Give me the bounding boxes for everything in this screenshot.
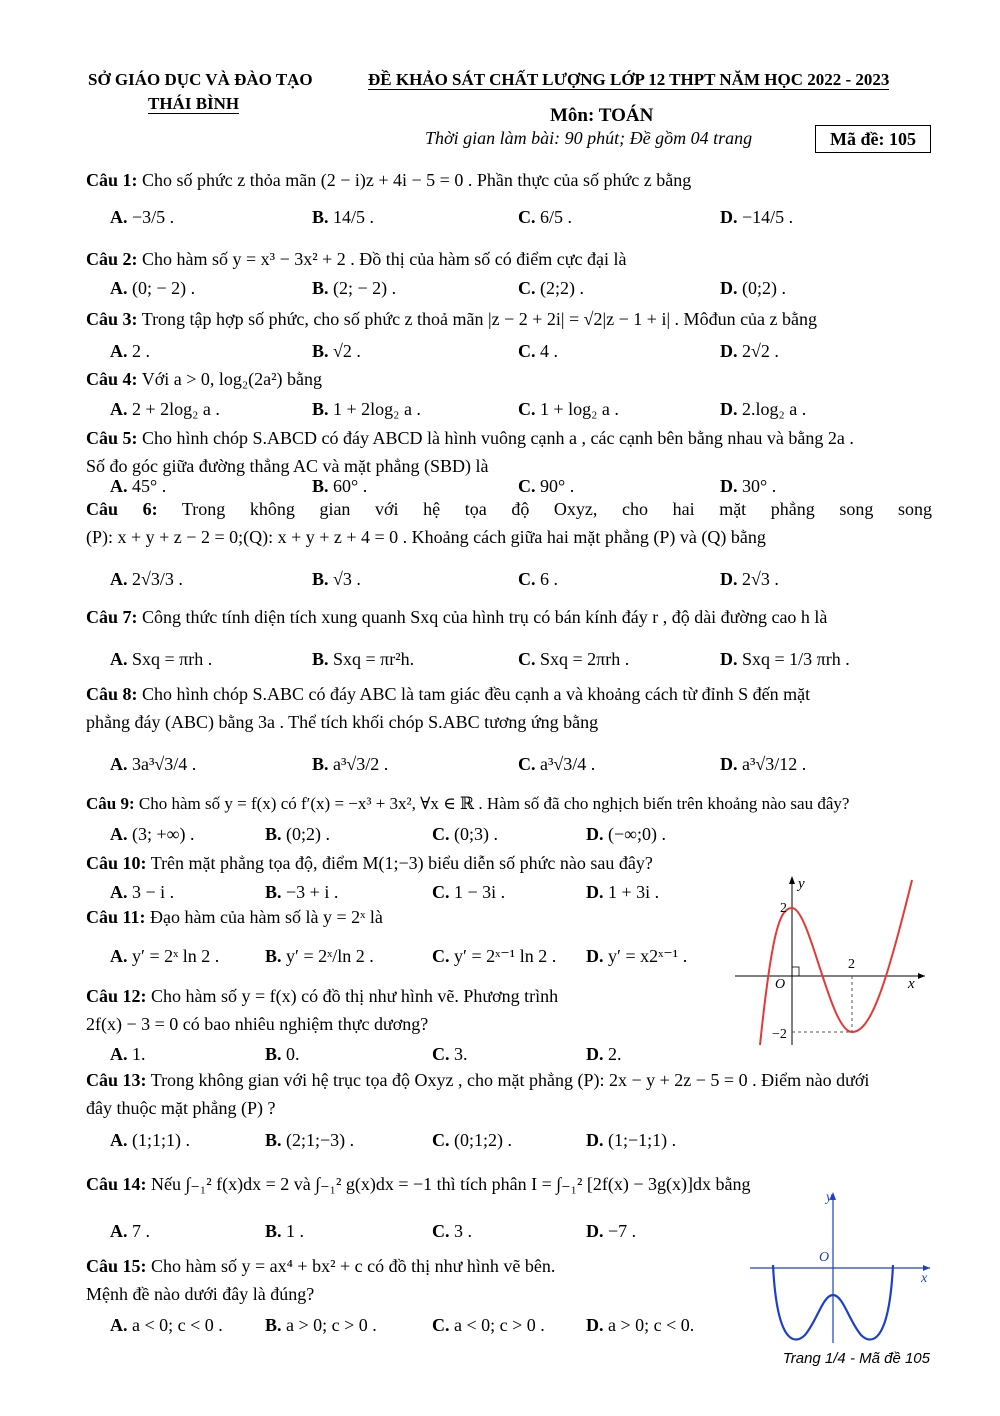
option-text: (1;−1;1) . [608,1130,677,1150]
option-letter: D. [586,1130,604,1150]
q7-option-c [518,645,629,673]
q6-option-c [518,565,558,593]
question-9 [86,790,932,818]
exam-code-box: Mã đề: 105 [815,125,931,153]
q9-option-b [265,820,330,848]
q8-option-c [518,750,595,778]
q9-label: Câu 9: [86,794,135,813]
q9-option-c [432,820,498,848]
option-text: −7 . [608,1221,637,1241]
option-text: 2.log₂ a . [742,399,807,419]
q8-option-d [720,750,806,778]
origin-label: O [775,977,786,992]
q7-option-b [312,645,414,673]
option-letter: D. [586,882,604,902]
option-letter: C. [432,1221,450,1241]
q3-option-d [720,337,779,365]
option-letter: C. [432,1315,450,1335]
option-text: (2; − 2) . [333,278,397,298]
q11-option-a [110,942,219,970]
q10-option-a [110,878,174,906]
option-text: y′ = 2ˣ/ln 2 . [286,946,374,966]
q13-stem: Trong không gian với hệ trục tọa độ Oxyz , cho mặt phẳng (P): 2x − y + 2z − 5 = 0 . Điểm nào dưới [150,1070,870,1090]
option-letter: B. [265,824,282,844]
option-text: 6/5 . [540,207,573,227]
page-footer: Trang 1/4 - Mã đề 105 [782,1350,930,1367]
q3-option-c [518,337,558,365]
q14-option-b [265,1217,304,1245]
q7-label: Câu 7: [86,607,138,627]
option-letter: A. [110,1221,128,1241]
q13-option-b [265,1126,354,1154]
option-letter: C. [518,476,536,496]
q4-option-b [312,395,421,423]
quartic-graph [745,1185,935,1345]
option-letter: A. [110,882,128,902]
q4-option-a [110,395,220,423]
x-label: x [908,976,915,992]
option-letter: A. [110,569,128,589]
question-1 [86,166,932,194]
option-letter: B. [312,207,329,227]
question-8 [86,680,932,736]
option-letter: A. [110,754,128,774]
option-text: y′ = 2ˣ⁻¹ ln 2 . [454,946,557,966]
y-label: y [798,876,805,892]
option-text: 2 + 2log₂ a . [132,399,220,419]
option-text: a³√3/2 . [333,754,389,774]
q13-label: Câu 13: [86,1070,147,1090]
option-text: 6 . [540,569,558,589]
q13-option-a [110,1126,190,1154]
option-letter: A. [110,207,128,227]
q8-option-a [110,750,196,778]
q13-stem-line2: đây thuộc mặt phẳng (P) ? [86,1098,276,1118]
q9-option-a [110,820,194,848]
x-label: x [921,1271,928,1286]
q4-label: Câu 4: [86,369,138,389]
option-letter: B. [312,341,329,361]
question-15 [86,1252,646,1308]
option-letter: B. [265,1221,282,1241]
q7-option-a [110,645,212,673]
exam-title-text: ĐỀ KHẢO SÁT CHẤT LƯỢNG LỚP 12 THPT NĂM HỌC 2022 - 2023 [368,70,890,89]
option-letter: D. [720,341,738,361]
exam-title [368,70,889,90]
option-text: 3 − i . [132,882,175,902]
q15-label: Câu 15: [86,1256,147,1276]
question-11 [86,903,726,931]
q3-stem: Trong tập hợp số phức, cho số phức z thoả mãn |z − 2 + 2i| = √2|z − 1 + i| . Môđun của z bằng [141,309,818,329]
q6-option-a [110,565,183,593]
q6-stem: Trong không gian với hệ tọa độ Oxyz, cho hai mặt phẳng song song [181,499,932,519]
option-text: (0;3) . [454,824,498,844]
q3-option-b [312,337,361,365]
option-text: 7 . [132,1221,150,1241]
option-letter: A. [110,1044,128,1064]
q2-option-b [312,274,396,302]
option-letter: B. [265,946,282,966]
option-letter: C. [518,754,536,774]
option-letter: A. [110,476,128,496]
q14-option-c [432,1217,472,1245]
option-text: 2√2 . [742,341,779,361]
q12-label: Câu 12: [86,986,147,1006]
option-letter: D. [586,946,604,966]
q13-option-c [432,1126,512,1154]
q11-option-c [432,942,556,970]
option-letter: B. [312,649,329,669]
q3-label: Câu 3: [86,309,138,329]
q8-stem: Cho hình chóp S.ABC có đáy ABC là tam giác đều cạnh a và khoảng cách từ đỉnh S đến mặt [142,684,811,704]
q10-option-d [586,878,659,906]
q14-stem: Nếu ∫₋₁² f(x)dx = 2 và ∫₋₁² g(x)dx = −1 thì tích phân I = ∫₋₁² [2f(x) − 3g(x)]dx bằng [151,1174,751,1194]
option-text: 30° . [742,476,777,496]
option-text: a < 0; c < 0 . [132,1315,223,1335]
q2-option-c [518,274,584,302]
option-text: 1 + log₂ a . [540,399,619,419]
option-letter: D. [586,824,604,844]
q15-stem: Cho hàm số y = ax⁴ + bx² + c có đồ thị như hình vẽ bên. [151,1256,556,1276]
option-letter: B. [265,882,282,902]
option-text: 3. [454,1044,468,1064]
option-text: (3; +∞) . [132,824,195,844]
option-text: 4 . [540,341,558,361]
q11-option-d [586,942,687,970]
option-text: √2 . [333,341,361,361]
y-min-label: −2 [772,1027,787,1042]
option-text: 1 + 2log₂ a . [333,399,421,419]
option-letter: A. [110,278,128,298]
option-letter: B. [265,1315,282,1335]
option-text: (0; − 2) . [132,278,196,298]
option-text: 1 . [286,1221,305,1241]
option-letter: B. [312,278,329,298]
option-letter: C. [432,824,450,844]
question-13 [86,1066,932,1122]
q12-stem-line2: 2f(x) − 3 = 0 có bao nhiêu nghiệm thực dương? [86,1014,429,1034]
option-letter: D. [720,278,738,298]
option-text: a < 0; c > 0 . [454,1315,545,1335]
option-text: a > 0; c < 0. [608,1315,695,1335]
option-letter: C. [518,649,536,669]
option-letter: A. [110,946,128,966]
option-text: (2;2) . [540,278,584,298]
q2-label: Câu 2: [86,249,138,269]
question-2 [86,245,932,273]
question-6 [86,495,932,551]
option-letter: C. [518,399,536,419]
option-letter: C. [518,569,536,589]
q10-label: Câu 10: [86,853,147,873]
option-letter: D. [720,399,738,419]
option-text: 2 . [132,341,150,361]
q14-option-d [586,1217,636,1245]
question-10 [86,849,726,877]
option-text: 3a³√3/4 . [132,754,197,774]
q11-stem: Đạo hàm của hàm số là y = 2ˣ là [150,907,383,927]
q7-stem: Công thức tính diện tích xung quanh Sxq của hình trụ có bán kính đáy r , độ dài đường cao h là [142,607,828,627]
option-text: 45° . [132,476,167,496]
q10-stem: Trên mặt phẳng tọa độ, điểm M(1;−3) biểu diễn số phức nào sau đây? [150,853,653,873]
origin-marker [792,967,799,976]
subject: Môn: TOÁN [550,105,654,126]
option-text: (0;2) . [742,278,786,298]
option-text: 60° . [333,476,368,496]
q11-option-b [265,942,374,970]
option-letter: B. [312,754,329,774]
option-letter: C. [518,341,536,361]
q8-option-b [312,750,388,778]
option-text: 1 + 3i . [608,882,660,902]
option-letter: C. [432,882,450,902]
option-text: 2√3 . [742,569,779,589]
q15-stem-line2: Mệnh đề nào dưới đây là đúng? [86,1284,315,1304]
option-text: Sxq = πrh . [132,649,213,669]
option-text: 2. [608,1044,622,1064]
q6-label: Câu 6: [86,499,158,519]
q2-option-d [720,274,786,302]
option-text: −3 + i . [286,882,339,902]
q1-option-d [720,203,793,231]
option-letter: D. [720,569,738,589]
origin-label: O [819,1250,830,1265]
q9-stem: Cho hàm số y = f(x) có f′(x) = −x³ + 3x², ∀x ∈ ℝ . Hàm số đã cho nghịch biến trên khoảng nào sau đây? [138,794,850,813]
option-letter: C. [518,207,536,227]
option-text: (2;1;−3) . [286,1130,355,1150]
option-text: Sxq = 1/3 πrh . [742,649,850,669]
option-letter: D. [586,1044,604,1064]
option-letter: A. [110,341,128,361]
option-text: (0;2) . [286,824,331,844]
option-text: a³√3/12 . [742,754,807,774]
option-letter: B. [265,1130,282,1150]
q6-option-b [312,565,361,593]
option-text: a³√3/4 . [540,754,596,774]
q5-stem-line2: Số đo góc giữa đường thẳng AC và mặt phẳng (SBD) là [86,456,489,476]
q10-option-c [432,878,505,906]
option-text: −3/5 . [132,207,175,227]
q4-stem: Với a > 0, log₂(2a²) bằng [141,369,323,389]
option-text: √3 . [333,569,361,589]
option-letter: D. [586,1221,604,1241]
option-letter: A. [110,399,128,419]
x-axis-arrow [918,973,925,979]
option-text: Sxq = 2πrh . [540,649,630,669]
q15-option-a [110,1311,223,1339]
option-letter: B. [312,399,329,419]
question-4 [86,365,932,393]
q2-stem: Cho hàm số y = x³ − 3x² + 2 . Đồ thị của hàm số có điểm cực đại là [142,249,627,269]
option-letter: D. [720,649,738,669]
q12-option-b [265,1040,300,1068]
option-text: (0;1;2) . [454,1130,512,1150]
option-letter: C. [432,1044,450,1064]
option-letter: C. [432,946,450,966]
option-text: 1 − 3i . [454,882,506,902]
option-text: 14/5 . [333,207,375,227]
q9-option-d [586,820,666,848]
option-text: y′ = x2ˣ⁻¹ . [608,946,688,966]
cubic-graph [730,870,930,1050]
option-letter: B. [265,1044,282,1064]
q6-option-d [720,565,779,593]
q1-option-c [518,203,572,231]
y-axis-arrow [789,876,795,884]
q1-stem: Cho số phức z thỏa mãn (2 − i)z + 4i − 5 = 0 . Phần thực của số phức z bằng [142,170,692,190]
q14-option-a [110,1217,150,1245]
option-letter: A. [110,1130,128,1150]
option-letter: D. [586,1315,604,1335]
q10-option-b [265,878,338,906]
option-letter: A. [110,649,128,669]
y-label: y [826,1190,833,1205]
q13-option-d [586,1126,676,1154]
dept-line1: SỞ GIÁO DỤC VÀ ĐÀO TẠO [88,70,313,89]
q14-label: Câu 14: [86,1174,147,1194]
option-text: a > 0; c > 0 . [286,1315,377,1335]
option-text: y′ = 2ˣ ln 2 . [132,946,220,966]
option-text: Sxq = πr²h. [333,649,415,669]
q1-option-b [312,203,374,231]
option-letter: C. [432,1130,450,1150]
time-note: Thời gian làm bài: 90 phút; Đề gồm 04 trang [425,128,753,148]
option-letter: C. [518,278,536,298]
option-text: (−∞;0) . [608,824,666,844]
option-text: 90° . [540,476,575,496]
q15-option-c [432,1311,545,1339]
q12-stem: Cho hàm số y = f(x) có đồ thị như hình vẽ. Phương trình [151,986,559,1006]
option-text: −14/5 . [742,207,794,227]
option-letter: D. [720,754,738,774]
option-letter: A. [110,1315,128,1335]
option-letter: B. [312,476,329,496]
option-text: 2√3/3 . [132,569,183,589]
dept-line2 [148,94,239,114]
q3-option-a [110,337,150,365]
q12-option-a [110,1040,146,1068]
q5-label: Câu 5: [86,428,138,448]
option-text: 1. [132,1044,146,1064]
question-12 [86,982,726,1038]
question-3 [86,305,932,333]
option-text: 3 . [454,1221,472,1241]
x-min-point-label: 2 [848,957,855,972]
option-letter: D. [720,207,738,227]
q1-label: Câu 1: [86,170,138,190]
q2-option-a [110,274,195,302]
q7-option-d [720,645,850,673]
option-text: 0. [286,1044,300,1064]
question-5 [86,424,932,480]
dept-line2-text: THÁI BÌNH [148,94,240,113]
q6-stem-line2: (P): x + y + z − 2 = 0;(Q): x + y + z + 4 = 0 . Khoảng cách giữa hai mặt phẳng (P) và (Q) bằng [86,527,766,547]
q8-label: Câu 8: [86,684,138,704]
q12-option-c [432,1040,468,1068]
q11-label: Câu 11: [86,907,146,927]
option-letter: B. [312,569,329,589]
q4-option-c [518,395,619,423]
option-letter: D. [720,476,738,496]
y-max-label: 2 [780,901,787,916]
q15-option-d [586,1311,694,1339]
q4-option-d [720,395,806,423]
option-letter: A. [110,824,128,844]
q8-stem-line2: phẳng đáy (ABC) bằng 3a . Thể tích khối chóp S.ABC tương ứng bằng [86,712,599,732]
q1-option-a [110,203,174,231]
q15-option-b [265,1311,377,1339]
option-text: (1;1;1) . [132,1130,190,1150]
q12-option-d [586,1040,622,1068]
question-7 [86,603,932,631]
q5-stem: Cho hình chóp S.ABCD có đáy ABCD là hình vuông cạnh a , các cạnh bên bằng nhau và bằng 2a . [142,428,854,448]
